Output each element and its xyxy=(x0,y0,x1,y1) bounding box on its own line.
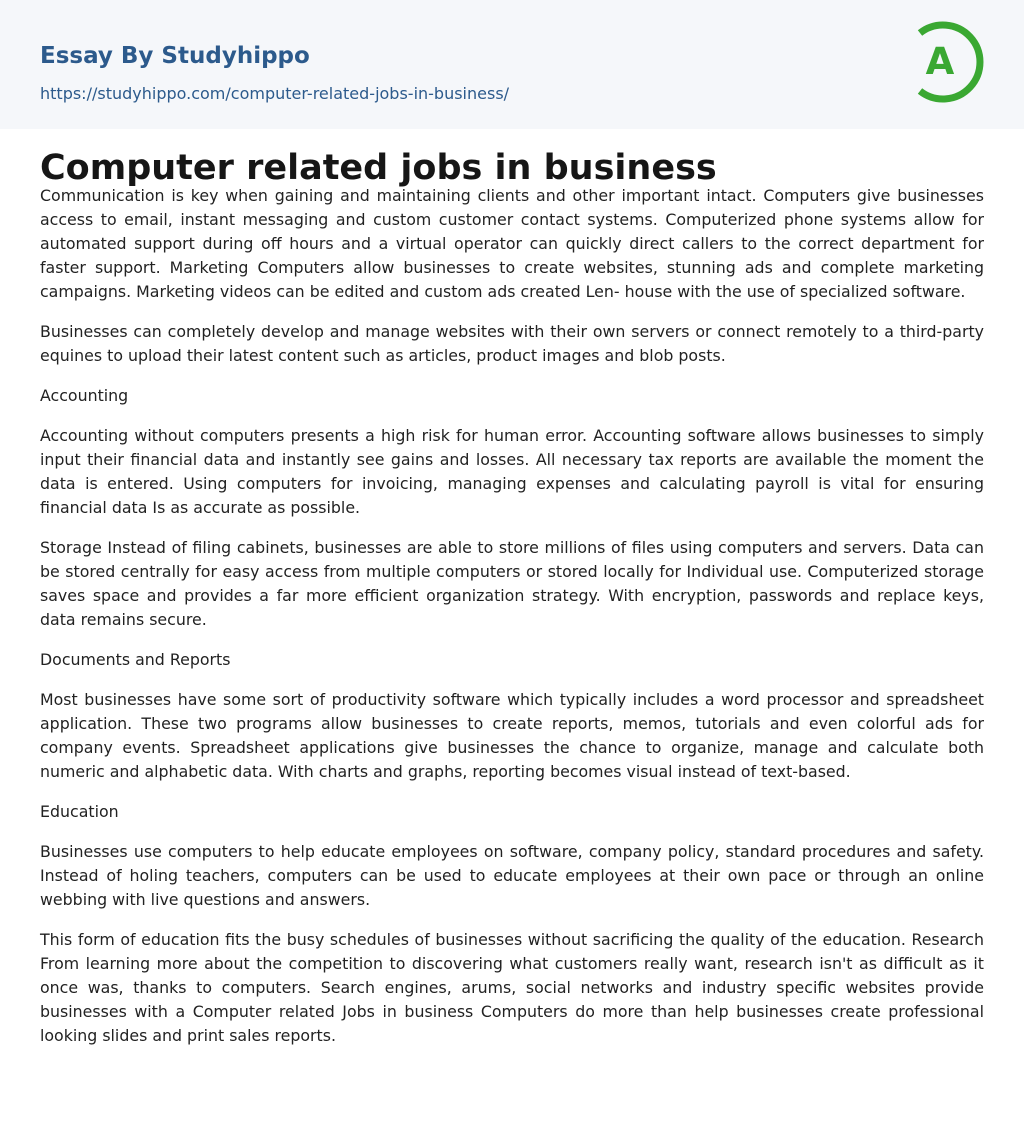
section-heading-accounting: Accounting xyxy=(40,386,129,405)
section-heading-education: Education xyxy=(40,802,119,821)
paragraph-documents: Most businesses have some sort of productivity software which typically includes a word processor and spreadsheet application. These two programs allow businesses to create reports, memos, tutorials and even colorful ads for company events. Spreadsheet applications give businesses the chance to organize, manage and calculate both numeric and alphabetic data. With charts and graphs, reporting becomes visual instead of text-based. xyxy=(40,690,984,781)
paragraph-education: Businesses use computers to help educate employees on software, company policy, standard procedures and safety. Instead of holing teachers, computers can be used to educate employees at their own pace or through an online webbing with live questions and answers. xyxy=(40,842,984,909)
paragraph-storage: Storage Instead of filing cabinets, businesses are able to store millions of files using computers and servers. Data can be stored centrally for easy access from multiple computers or stored locally for Individual use. Computerized storage saves space and provides a far more efficient organization strategy. With encryption, passwords and replace keys, data remains secure. xyxy=(40,538,984,629)
page-header xyxy=(0,0,1024,129)
article-body xyxy=(0,129,1024,1048)
studyhippo-logo-icon xyxy=(912,19,986,105)
source-link[interactable]: https://studyhippo.com/computer-related-jobs-in-business/ xyxy=(40,84,510,103)
paragraph-research: This form of education fits the busy schedules of businesses without sacrificing the quality of the education. Research From learning more about the competition to discovering what customers really want, research isn't as difficult as it once was, thanks to computers. Search engines, arums, social networks and industry specific websites provide businesses with a Computer related Jobs in business Computers do more than help businesses create professional looking slides and print sales reports. xyxy=(40,930,984,1045)
paragraph-accounting: Accounting without computers presents a high risk for human error. Accounting software allows businesses to simply input their financial data and instantly see gains and losses. All necessary tax reports are available the moment the data is entered. Using computers for invoicing, managing expenses and calculating payroll is vital for ensuring financial data Is as accurate as possible. xyxy=(40,426,984,517)
brand-title: Essay By Studyhippo xyxy=(40,43,310,69)
section-heading-documents: Documents and Reports xyxy=(40,650,231,669)
page-title: Computer related jobs in business xyxy=(40,148,717,188)
paragraph-communication: Communication is key when gaining and maintaining clients and other important intact. Computers give businesses access to email, instant messaging and custom customer contact systems. Computerized phone systems allow for automated support during off hours and a virtual operator can quickly direct callers to the correct department for faster support. Marketing Computers allow businesses to create websites, stunning ads and complete marketing campaigns. Marketing videos can be edited and custom ads created Len- house with the use of specialized software. xyxy=(40,186,984,301)
svg-text:A: A xyxy=(925,40,955,83)
paragraph-websites: Businesses can completely develop and manage websites with their own servers or connect remotely to a third-party equines to upload their latest content such as articles, product images and blob posts. xyxy=(40,322,984,365)
